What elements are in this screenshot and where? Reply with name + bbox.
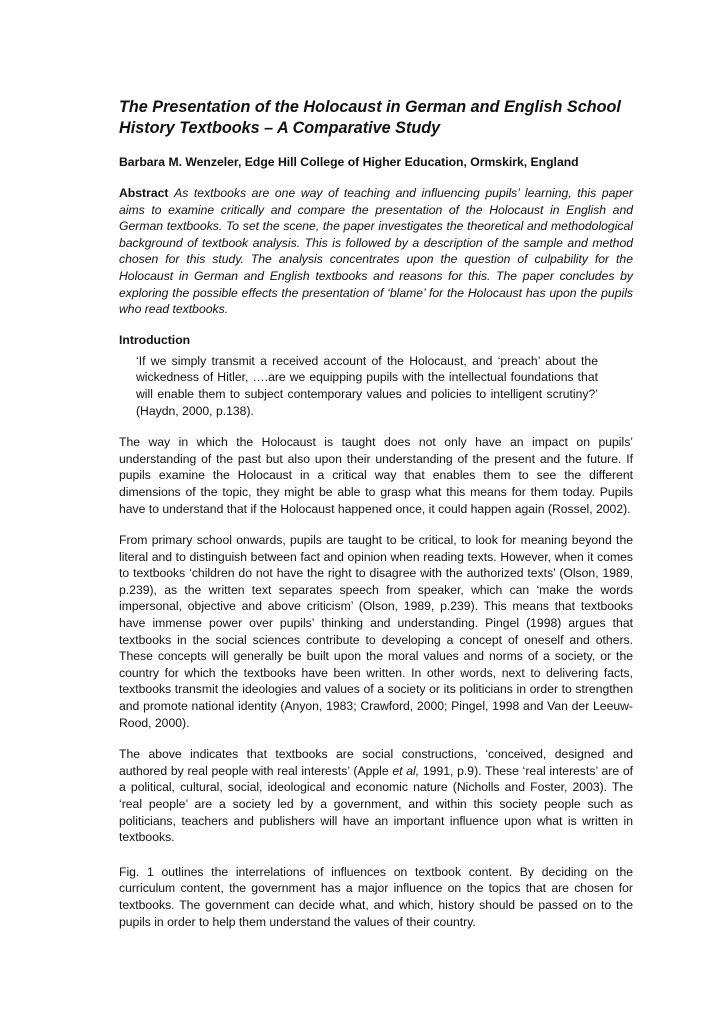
page-content [119, 97, 633, 930]
abstract-label: Abstract [119, 186, 169, 200]
block-quote: ‘If we simply transmit a received account of the Holocaust, and ‘preach’ about the wickedness of Hitler, ….are we equipping pupils with the intellectual foundations that will enable them to subject contemporary values and policies to intelligent scrutiny?’ (Haydn, 2000, p.138). [136, 353, 598, 418]
author-line: Barbara M. Wenzeler, Edge Hill College of Higher Education, Ormskirk, England [119, 155, 579, 169]
paragraph-4: Fig. 1 outlines the interrelations of influences on textbook content. By deciding on the curriculum content, the government has a major influence on the topics that are chosen for textbooks. The government can decide what, and which, history should be passed on to the pupils in order to help them understand the values of their country. [119, 864, 633, 929]
paragraph-3-italic: et al, [392, 763, 420, 778]
abstract-text: As textbooks are one way of teaching and influencing pupils’ learning, this paper aims to examine critically and compare the presentation of the Holocaust in English and German textbooks. To set the scene, the paper investigates the theoretical and methodological background of textbook analysis. This is followed by a description of the sample and method chosen for this study. The analysis concentrates upon the question of culpability for the Holocaust in German and English textbooks and reasons for this. The paper concludes by exploring the possible effects the presentation of ‘blame’ for the Holocaust has upon the pupils who read textbooks. [119, 186, 633, 317]
paper-title: The Presentation of the Holocaust in German and English School History Textbooks – A Comparative Study [119, 98, 621, 137]
abstract [119, 185, 633, 318]
paragraph-2: From primary school onwards, pupils are taught to be critical, to look for meaning beyond the literal and to distinguish between fact and opinion when reading texts. However, when it comes to textbooks ‘children do not have the right to disagree with the authorized texts’ (Olson, 1989, p.239), as the written text separates speech from speaker, which can ‘make the words impersonal, objective and above criticism’ (Olson, 1989, p.239). This means that textbooks have immense power over pupils’ thinking and understanding. Pingel (1998) argues that textbooks in the social sciences contribute to developing a concept of oneself and others. These concepts will generally be built upon the moral values and norms of a society, or the country for which the textbooks have been written. In other words, next to delivering facts, textbooks transmit the ideologies and values of a society or its politicians in order to strengthen and promote national identity (Anyon, 1983; Crawford, 2000; Pingel, 1998 and Van der Leeuw-Rood, 2000). [119, 533, 633, 730]
paragraph-3 [119, 746, 633, 846]
section-heading-introduction: Introduction [119, 332, 191, 347]
paragraph-1: The way in which the Holocaust is taught does not only have an impact on pupils’ understanding of the past but also upon their understanding of the present and the future. If pupils examine the Holocaust in a critical way that enables them to see the different dimensions of the topic, they might be able to grasp what this means for them today. Pupils have to understand that if the Holocaust happened once, it could happen again (Rossel, 2002). [119, 435, 633, 516]
paragraph-3-text-end: 1991, p.9). These ‘real interests’ are of a political, cultural, social, ideological and economic nature (Nicholls and Foster, 2003). The ‘real people’ are a society led by a government, and within this society people such as politicians, teachers and publishers will have an important influence upon what is written in textbooks. [119, 763, 633, 845]
paragraph-3-text-start: The above indicates that textbooks are social constructions, ‘conceived, designed and authored by real people with real interests’ (Apple [119, 747, 633, 778]
